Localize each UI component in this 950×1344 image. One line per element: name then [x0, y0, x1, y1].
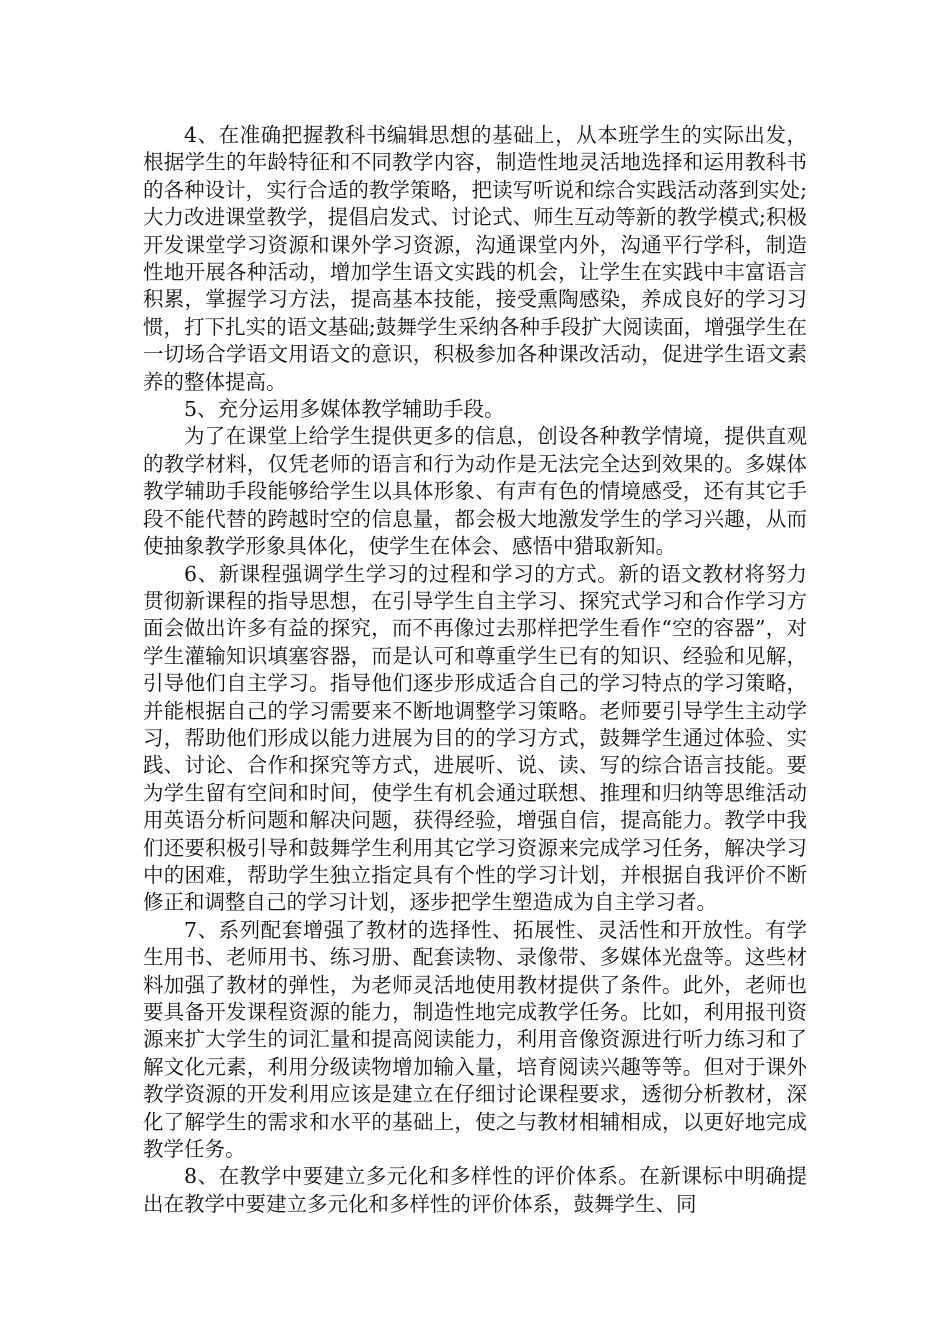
- paragraph-multimedia: 为了在课堂上给学生提供更多的信息，创设各种教学情境，提供直观的教学材料，仅凭老师的语言和行为动作是无法完全达到效果的。多媒体教学辅助手段能够给学生以具体形象、有声有色的情境感受，还有其它手段不能代替的跨越时空的信息量，都会极大地激发学生的学习兴趣，从而使抽象教学形象具体化，使学生在体会、感悟中猎取新知。: [143, 424, 807, 559]
- paragraph-item-5-heading: 5、充分运用多媒体教学辅助手段。: [184, 397, 505, 422]
- paragraph-item-8: 8、在教学中要建立多元化和多样性的评价体系。在新课标中明确提出在教学中要建立多元化和多样性的评价体系，鼓舞学生、同: [143, 1164, 807, 1216]
- paragraph-item-7: 7、系列配套增强了教材的选择性、拓展性、灵活性和开放性。有学生用书、老师用书、练习册、配套读物、录像带、多媒体光盘等。这些材料加强了教材的弹性，为老师灵活地使用教材提供了条件。此外，老师也要具备开发课程资源的能力，制造性地完成教学任务。比如，利用报刊资源来扩大学生的词汇量和提高阅读能力，利用音像资源进行听力练习和了解文化元素，利用分级读物增加输入量，培育阅读兴趣等等。但对于课外教学资源的开发利用应该是建立在仔细讨论课程要求，透彻分析教材，深化了解学生的需求和水平的基础上，使之与教材相辅相成，以更好地完成教学任务。: [143, 917, 807, 1162]
- paragraph-item-6: 6、新课程强调学生学习的过程和学习的方式。新的语文教材将努力贯彻新课程的指导思想，在引导学生自主学习、探究式学习和合作学习方面会做出许多有益的探究，而不再像过去那样把学生看作“空的容器”，对学生灌输知识填塞容器，而是认可和尊重学生已有的知识、经验和见解，引导他们自主学习。指导他们逐步形成适合自己的学习特点的学习策略，并能根据自己的学习需要来不断地调整学习策略。老师要引导学生主动学习，帮助他们形成以能力进展为目的的学习方式，鼓舞学生通过体验、实践、讨论、合作和探究等方式，进展听、说、读、写的综合语言技能。要为学生留有空间和时间，使学生有机会通过联想、推理和归纳等思维活动用英语分析问题和解决问题，获得经验，增强自信，提高能力。教学中我们还要积极引导和鼓舞学生利用其它学习资源来完成学习任务，解决学习中的困难，帮助学生独立指定具有个性的学习计划，并根据自我评价不断修正和调整自己的学习计划，逐步把学生塑造成为自主学习者。: [143, 561, 807, 915]
- document-page: [143, 122, 807, 1218]
- paragraph-item-4: 4、在准确把握教科书编辑思想的基础上，从本班学生的实际出发，根据学生的年龄特征和不同教学内容，制造性地灵活地选择和运用教科书的各种设计，实行合适的教学策略，把读写听说和综合实践活动落到实处;大力改进课堂教学，提倡启发式、讨论式、师生互动等新的教学模式;积极开发课堂学习资源和课外学习资源，沟通课堂内外，沟通平行学科，制造性地开展各种活动，增加学生语文实践的机会，让学生在实践中丰富语言积累，掌握学习方法，提高基本技能，接受熏陶感染，养成良好的学习习惯，打下扎实的语文基础;鼓舞学生采纳各种手段扩大阅读面，增强学生在一切场合学语文用语文的意识，积极参加各种课改活动，促进学生语文素养的整体提高。: [143, 123, 807, 394]
